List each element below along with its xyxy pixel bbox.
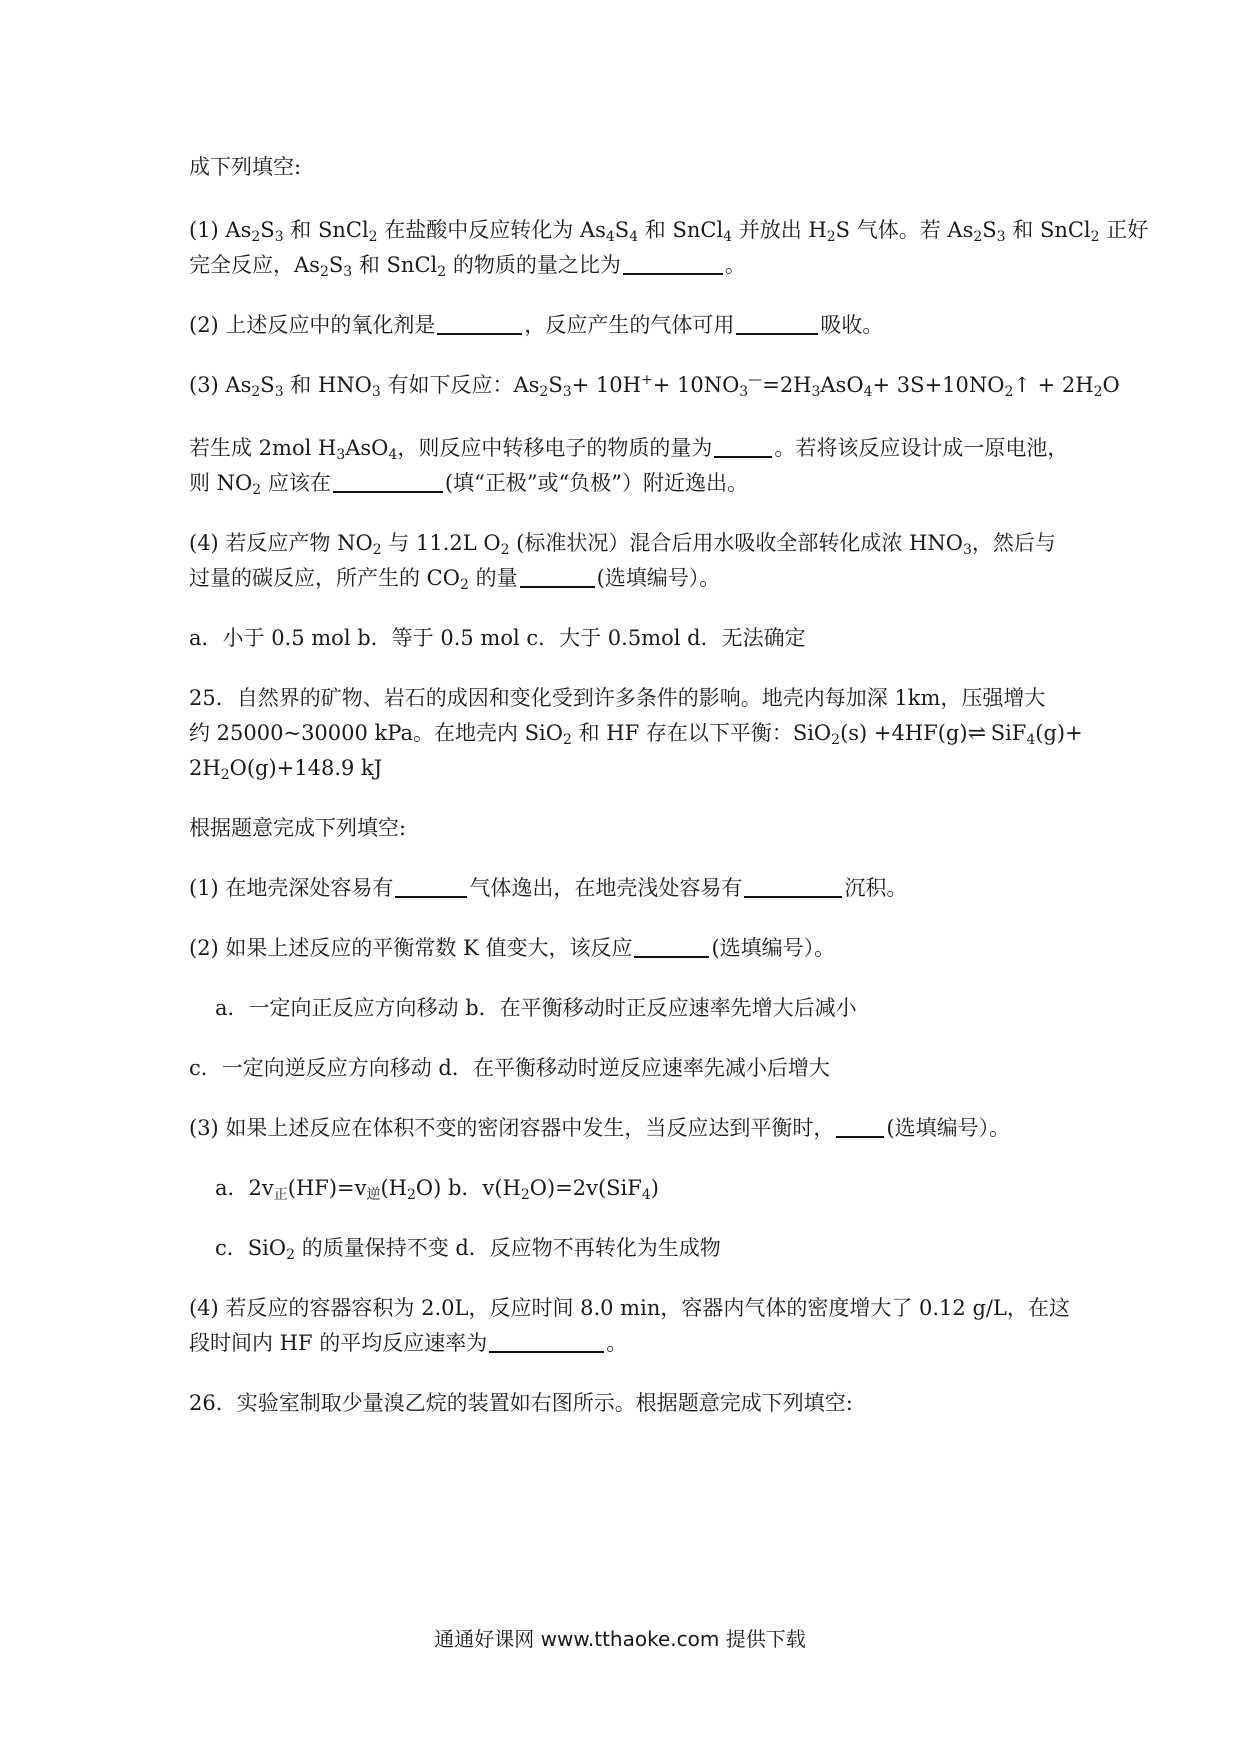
text-run: (H	[380, 1176, 407, 1200]
text-run: O	[1102, 373, 1120, 397]
text-line-l17	[215, 993, 1095, 1023]
text-run: 段时间内 HF 的平均反应速率为	[189, 1331, 488, 1355]
text-run: 的质量保持不变 d．反应物不再转化为生成物	[295, 1236, 721, 1260]
text-run: 3	[274, 229, 284, 245]
text-run: 。若将该反应设计成一原电池，	[774, 436, 1069, 460]
text-run: ，然后与	[971, 531, 1056, 555]
text-run: 2	[500, 542, 510, 558]
text-run: 2	[319, 264, 329, 280]
text-run: a．小于 0.5 mol b．等于 0.5 mol c．大于 0.5mol d．无法确定	[189, 626, 806, 650]
text-run: (2) 如果上述反应的平衡常数 K 值变大，该反应	[189, 936, 633, 960]
text-run: 3	[562, 384, 572, 400]
answer-blank[interactable]	[736, 311, 818, 335]
text-run: 4	[1026, 732, 1036, 748]
text-run: SiF	[984, 721, 1027, 745]
text-run: 3	[962, 542, 972, 558]
text-run: S	[328, 253, 344, 277]
text-run: 2	[831, 732, 841, 748]
text-run: + 10NO	[652, 373, 740, 397]
text-line-l4	[189, 310, 1069, 340]
text-run: 正好	[1099, 218, 1149, 242]
text-run: S	[614, 218, 630, 242]
text-run: 吸收。	[820, 313, 884, 337]
text-run: )	[650, 1176, 659, 1200]
text-run: c．SiO	[215, 1236, 287, 1260]
answer-blank[interactable]	[333, 469, 443, 493]
text-run: 3	[371, 384, 381, 400]
text-run: (1) As	[189, 218, 252, 242]
text-run: O)=2v(SiF	[529, 1176, 642, 1200]
text-line-l9	[189, 563, 1069, 593]
text-line-l12	[189, 718, 1083, 749]
text-line-l22	[189, 1293, 1069, 1323]
text-run: 2	[286, 1247, 296, 1263]
text-run: O) b．v(H	[415, 1176, 521, 1200]
text-run: (选填编号）。	[886, 1116, 1011, 1140]
text-run: a．2v	[215, 1176, 274, 1200]
text-run: 2	[973, 229, 983, 245]
text-run: 4	[629, 229, 639, 245]
text-line-l20	[215, 1173, 1095, 1203]
text-run: S	[260, 373, 275, 397]
text-run: 在盐酸中反应转化为 As	[377, 218, 606, 242]
text-run: 2	[826, 229, 836, 245]
text-run: 正	[273, 1187, 288, 1203]
text-run: ，反应产生的气体可用	[524, 313, 735, 337]
text-line-l13	[189, 753, 1069, 783]
text-line-l3	[189, 250, 1069, 280]
answer-blank[interactable]	[520, 564, 595, 588]
text-run: 的量	[468, 566, 518, 590]
text-run: 气体逸出，在地壳浅处容易有	[469, 876, 743, 900]
page-footer: 通通好课网 www.tthaoke.com 提供下载	[434, 1627, 806, 1651]
text-run: S	[260, 218, 275, 242]
text-run: 和 HF 存在以下平衡：SiO	[571, 721, 832, 745]
text-run: 2	[368, 229, 378, 245]
text-run: 3	[343, 264, 353, 280]
text-line-l6	[189, 433, 1069, 463]
answer-blank[interactable]	[395, 874, 467, 898]
text-run: 3	[811, 384, 821, 400]
text-run: 4	[641, 1187, 651, 1203]
text-run: 沉积。	[844, 876, 908, 900]
text-run: 。	[606, 1331, 628, 1355]
text-run: 2H	[189, 756, 221, 780]
text-line-l24	[189, 1388, 1069, 1418]
text-run: (选填编号）。	[711, 936, 836, 960]
text-run: 4	[863, 384, 873, 400]
text-run: 和 SnCl	[1005, 218, 1091, 242]
text-run: 4	[723, 229, 733, 245]
text-run: 2	[372, 542, 382, 558]
text-run: 3	[996, 229, 1006, 245]
text-run: + 3S+10NO	[872, 373, 1005, 397]
text-run: 和 HNO	[283, 373, 372, 397]
text-run: (1) 在地壳深处容易有	[189, 876, 394, 900]
text-run: 逆	[366, 1187, 381, 1203]
text-line-l18	[189, 1053, 1069, 1083]
text-run: 2	[1090, 229, 1100, 245]
text-run: (3) As	[189, 373, 252, 397]
text-line-l21	[215, 1233, 1095, 1263]
text-run: 25．自然界的矿物、岩石的成因和变化受到许多条件的影响。地壳内每加深 1km，压强增大	[189, 686, 1046, 710]
text-run: S	[982, 218, 997, 242]
text-line-l11	[189, 683, 1069, 713]
text-run: (2) 上述反应中的氧化剂是	[189, 313, 436, 337]
text-run: 4	[605, 229, 615, 245]
equilibrium-arrow: ⇌	[967, 721, 985, 746]
text-run: 。	[724, 253, 746, 277]
text-run: 2	[562, 732, 572, 748]
text-run: (3) 如果上述反应在体积不变的密闭容器中发生，当反应达到平衡时，	[189, 1116, 835, 1140]
text-run: 若生成 2mol H	[189, 436, 337, 460]
text-run: 和 SnCl	[283, 218, 369, 242]
text-run: S 气体。若 As	[835, 218, 974, 242]
text-run: (填“正极”或“负极”）附近逸出。	[444, 471, 749, 495]
text-line-l15	[189, 873, 1069, 903]
text-run: 3	[739, 384, 749, 400]
text-run: 与 11.2L O	[381, 531, 501, 555]
text-line-l19	[189, 1113, 1069, 1143]
text-run: 2	[407, 1187, 416, 1203]
text-run: 约 25000~30000 kPa。在地壳内 SiO	[189, 721, 563, 745]
text-run: 2	[251, 229, 261, 245]
text-run: S	[548, 373, 563, 397]
answer-blank[interactable]	[634, 934, 709, 958]
answer-blank[interactable]	[836, 1114, 884, 1138]
text-run: =2H	[762, 373, 812, 397]
text-run: 过量的碳反应，所产生的 CO	[189, 566, 460, 590]
text-run: c．一定向逆反应方向移动 d．在平衡移动时逆反应速率先减小后增大	[189, 1056, 830, 1080]
text-run: (4) 若反应的容器容积为 2.0L，反应时间 8.0 min，容器内气体的密度增大了 0.12 g/L，在这	[189, 1296, 1070, 1320]
text-run: +	[640, 372, 653, 388]
text-run: 26．实验室制取少量溴乙烷的装置如右图所示。根据题意完成下列填空:	[189, 1391, 853, 1415]
text-run: 2	[1004, 384, 1014, 400]
text-run: O(g)+148.9 kJ	[229, 756, 383, 780]
text-run: ↑ + 2H	[1013, 373, 1094, 397]
text-run: 成下列填空:	[189, 155, 302, 179]
answer-blank[interactable]	[623, 251, 723, 275]
text-run: 的物质的量之比为	[446, 253, 621, 277]
text-run: 2	[520, 1187, 530, 1203]
text-run: 2	[252, 482, 262, 498]
text-run: 3	[274, 384, 284, 400]
text-line-l5	[189, 370, 1120, 400]
text-run: ，则反应中转移电子的物质的量为	[397, 436, 713, 460]
text-line-l1	[189, 152, 1069, 182]
text-run: 2	[459, 577, 469, 593]
text-run: AsO	[345, 436, 389, 460]
text-run: (s) +4HF(g)	[840, 721, 968, 745]
text-run: a．一定向正反应方向移动 b．在平衡移动时正反应速率先增大后减小	[215, 996, 857, 1020]
text-line-l7	[189, 468, 1069, 498]
text-run: 2	[1093, 384, 1103, 400]
text-run: 并放出 H	[732, 218, 827, 242]
text-line-l14	[189, 813, 1069, 843]
answer-blank[interactable]	[744, 874, 842, 898]
text-run: AsO	[820, 373, 864, 397]
text-run: (4) 若反应产物 NO	[189, 531, 373, 555]
text-run: 完全反应，As	[189, 253, 320, 277]
text-line-l23	[189, 1328, 1069, 1358]
text-run: 应该在	[261, 471, 331, 495]
text-run: 根据题意完成下列填空:	[189, 816, 407, 840]
text-run: —	[748, 372, 763, 388]
text-run: (HF)=v	[287, 1176, 367, 1200]
text-run: 2	[220, 767, 230, 783]
text-run: (标准状况）混合后用水吸收全部转化成浓 HNO	[509, 531, 963, 555]
text-run: 3	[336, 447, 346, 463]
answer-blank[interactable]	[437, 311, 522, 335]
text-run: 有如下反应：As	[380, 373, 540, 397]
text-line-l10	[189, 623, 1069, 653]
text-run: 2	[437, 264, 447, 280]
text-run: (g)+	[1035, 721, 1083, 745]
text-line-l16	[189, 933, 1069, 963]
text-run: 2	[539, 384, 549, 400]
text-run: 则 NO	[189, 471, 253, 495]
text-run: 4	[388, 447, 398, 463]
text-run: (选填编号）。	[596, 566, 721, 590]
text-run: 和 SnCl	[638, 218, 724, 242]
text-run: + 10H	[571, 373, 641, 397]
text-run: 2	[251, 384, 261, 400]
text-line-l8	[189, 528, 1069, 558]
answer-blank[interactable]	[714, 434, 772, 458]
answer-blank[interactable]	[489, 1329, 604, 1353]
text-line-l2	[189, 215, 1149, 245]
text-run: 和 SnCl	[352, 253, 438, 277]
